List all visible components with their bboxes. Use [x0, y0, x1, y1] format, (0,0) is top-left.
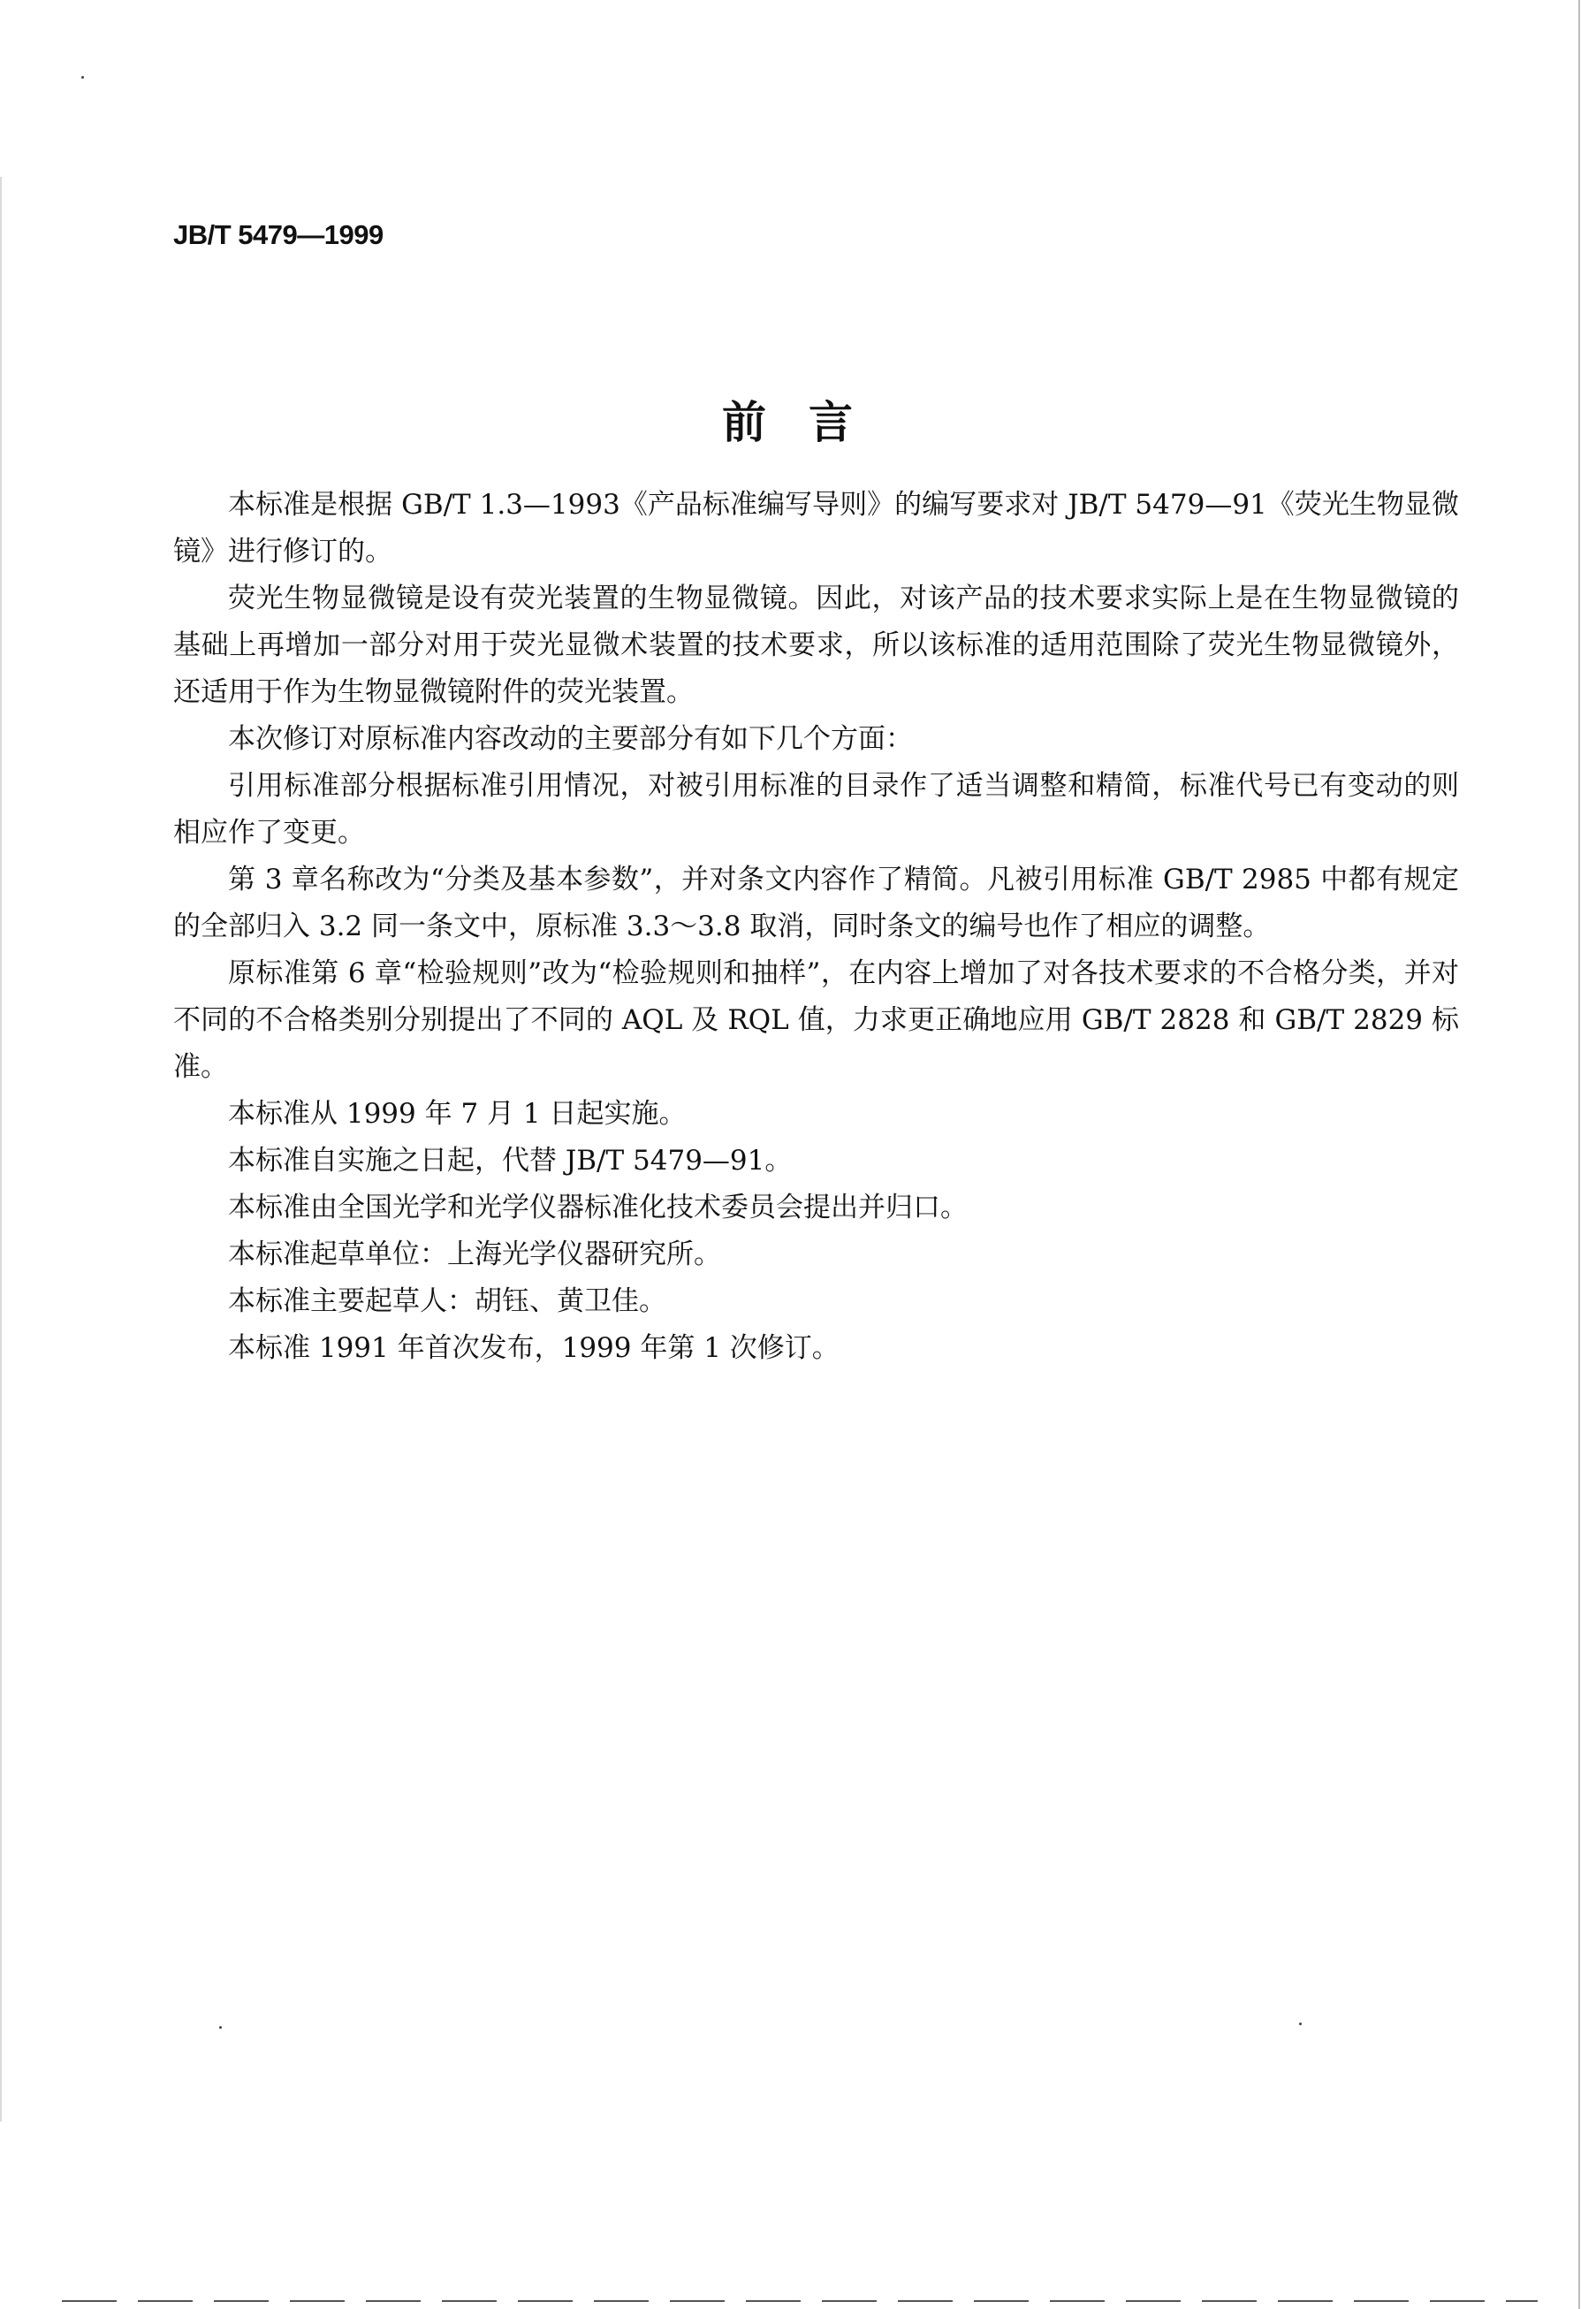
scan-speck — [219, 2026, 222, 2029]
document-code: JB/T 5479—1999 — [173, 219, 384, 250]
paragraph: 本标准 1991 年首次发布，1999 年第 1 次修订。 — [228, 1332, 840, 1364]
paragraph: 荧光生物显微镜是设有荧光装置的生物显微镜。因此，对该产品的技术要求实际上是在生物显微镜的基础上再增加一部分对用于荧光显微术装置的技术要求，所以该标准的适用范围除了荧光生物显微镜外，还适用于作为生物显微镜附件的荧光装置。 — [173, 583, 1459, 708]
paragraph: 本次修订对原标准内容改动的主要部分有如下几个方面： — [228, 723, 913, 755]
scan-bottom-edge — [62, 2300, 1538, 2302]
paragraph: 引用标准部分根据标准引用情况，对被引用标准的目录作了适当调整和精简，标准代号已有变动的则相应作了变更。 — [173, 770, 1459, 849]
paragraph: 本标准是根据 GB/T 1.3—1993《产品标准编写导则》的编写要求对 JB/T 5479—91《荧光生物显微镜》进行修订的。 — [173, 489, 1459, 568]
foreword-body — [173, 482, 1459, 1372]
paragraph: 本标准起草单位：上海光学仪器研究所。 — [228, 1238, 721, 1270]
scan-edge-left — [0, 177, 2, 2122]
paragraph: 原标准第 6 章“检验规则”改为“检验规则和抽样”，在内容上增加了对各技术要求的不合格分类，并对不同的不合格类别分别提出了不同的 AQL 及 RQL 值，力求更正确地应用 GB/T 2828 和 GB/T 2829 标准。 — [173, 957, 1459, 1083]
paragraph: 本标准主要起草人：胡钰、黄卫佳。 — [228, 1285, 666, 1317]
paragraph: 第 3 章名称改为“分类及基本参数”，并对条文内容作了精简。凡被引用标准 GB/T 2985 中都有规定的全部归入 3.2 同一条文中，原标准 3.3～3.8 取消，同时条文的编号也作了相应的调整。 — [173, 864, 1459, 942]
scan-speck — [1299, 2023, 1302, 2025]
page-title: 前言 — [722, 396, 895, 448]
paragraph: 本标准从 1999 年 7 月 1 日起实施。 — [228, 1098, 687, 1130]
scan-edge-right — [1578, 0, 1580, 2309]
scan-speck — [81, 76, 84, 79]
paragraph: 本标准由全国光学和光学仪器标准化技术委员会提出并归口。 — [228, 1192, 968, 1223]
paragraph: 本标准自实施之日起，代替 JB/T 5479—91。 — [228, 1145, 793, 1177]
